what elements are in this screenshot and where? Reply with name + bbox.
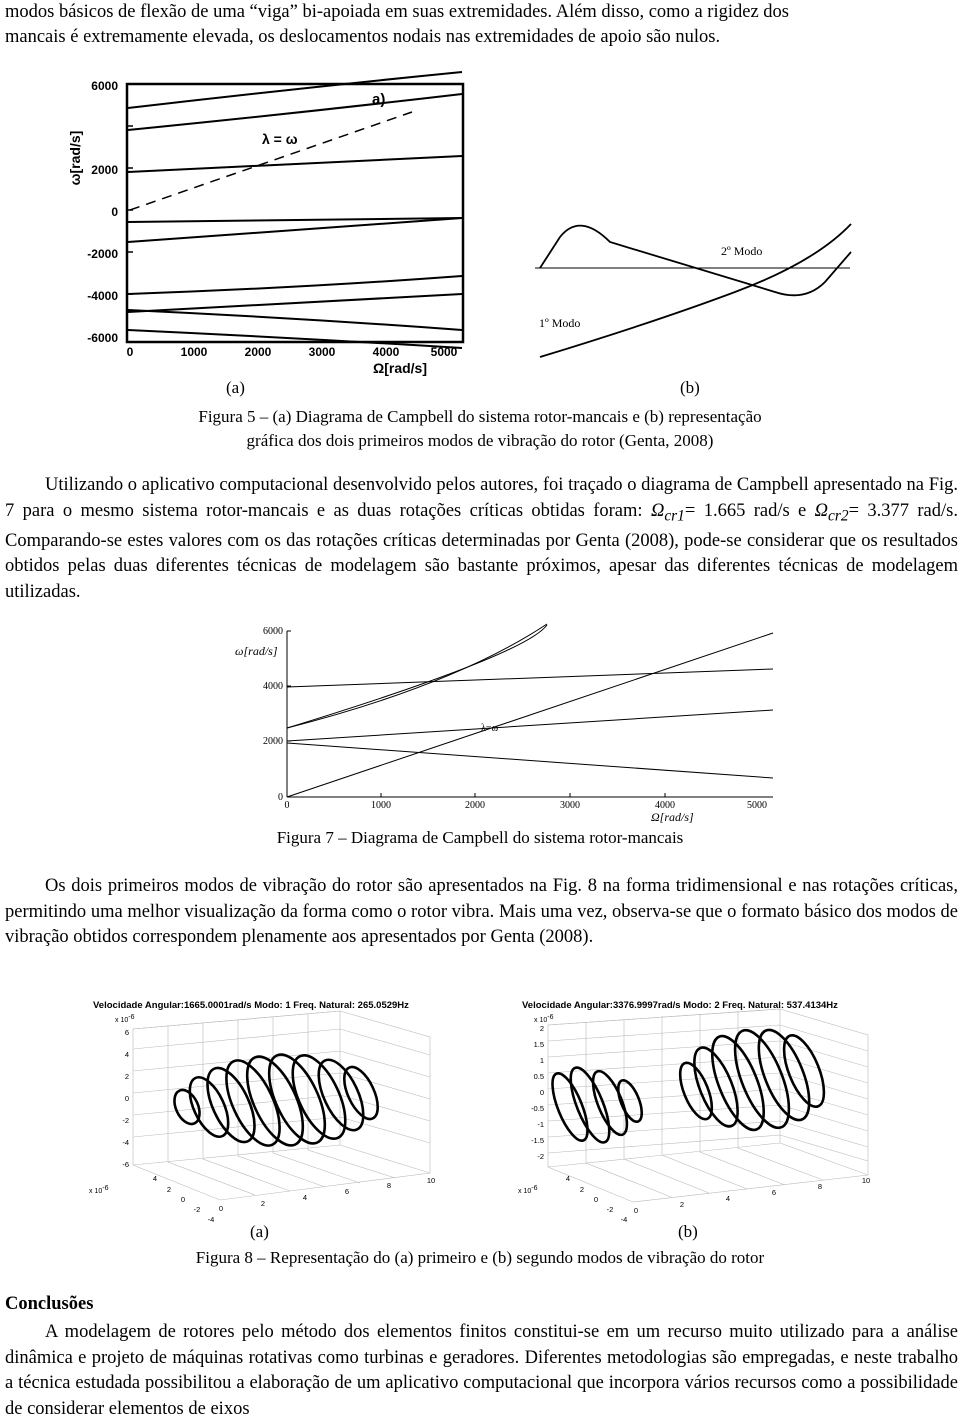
fig8a-xticks (219, 1176, 435, 1213)
fig7-ytick: 0 (278, 792, 283, 803)
fig8b-ytick: -4 (620, 1215, 628, 1224)
fig7-ytick-marks (287, 631, 665, 797)
fig5a-curve (128, 310, 462, 330)
fig8a-ztick: 2 (124, 1072, 129, 1081)
fig8a-ztick: 6 (124, 1028, 129, 1037)
fig8-caption: Figura 8 – Representação do (a) primeiro e (b) segundo modos de vibração do rotor (195, 1248, 765, 1267)
para-2-text-after: Comparando-se estes valores com os das rotações críticas determinadas por Genta (2008), pode-se considerar que os resultados obtidos pelas duas diferentes técnicas de modelagem são bastante próximos, apesar das diferentes técnicas de modelagem utilizadas. (5, 530, 958, 602)
fig7-curve (287, 625, 547, 728)
fig8b-ztick: 1 (539, 1056, 544, 1065)
fig5a-ytick: 2000 (91, 163, 118, 177)
conclusions-text: A modelagem de rotores pelo método dos elementos finitos constitui-se em um recurso muito utilizado para a análise dinâmica e projeto de máquinas rotativas como turbinas e geradores. Diferentes metodologias são empregadas, e neste trabalho a técnica estudada possibilitou a elaboração de um aplicativo computacional que incorpora vários recursos como a possibilidade de considerar elementos de eixos (5, 1322, 958, 1419)
omega-cr1-value: = 1.665 rad/s e (684, 500, 815, 521)
fig5a-xticks (127, 345, 458, 359)
fig7-curve (287, 624, 547, 728)
fig8b-ztick: 0.5 (533, 1072, 544, 1081)
fig8b-xtick: 10 (861, 1176, 871, 1185)
fig5a-ytick: -4000 (87, 289, 118, 303)
fig5a-curve (128, 156, 462, 172)
fig7-xtick: 4000 (655, 800, 675, 811)
fig5b-mode-shapes (535, 222, 875, 362)
fig8b-xtick: 2 (679, 1200, 685, 1209)
fig5a-curve (128, 276, 462, 294)
fig8a-ztick: -6 (122, 1160, 129, 1169)
fig8a-xtick: 6 (344, 1187, 350, 1196)
para-2-text-before: Utilizando o aplicativo computacional desenvolvido pelos autores, foi traçado o diagrama de Campbell apresentado na Fig. 7 para o mesmo sistema rotor-mancais e as duas rotações críticas obtidas foram: (5, 475, 958, 521)
fig8b-ztick: 0 (539, 1088, 544, 1097)
fig8a-orbits (169, 1047, 384, 1154)
fig7-xtick: 5000 (747, 800, 767, 811)
intro-line-2: mancais é extremamente elevada, os deslocamentos nodais nas extremidades de apoio são nulos. (5, 27, 721, 47)
omega-cr1-subscript: cr1 (664, 507, 685, 525)
fig8b-orbit (748, 1023, 819, 1126)
fig8b-ytick: 0 (593, 1195, 599, 1204)
fig8a-title: Velocidade Angular:1665.0001rad/s Modo: 1 Freq. Natural: 265.0529Hz (93, 1000, 409, 1011)
fig8a-ztick: 0 (124, 1094, 129, 1103)
fig8a-ytick: 2 (166, 1185, 172, 1194)
fig5a-campbell-diagram (0, 68, 470, 388)
fig5a-xtick: 1000 (180, 345, 208, 359)
fig5-sub-a: (a) (226, 378, 245, 397)
fig7-lambda-annotation: λ=ω (481, 723, 499, 734)
fig8a-grid (133, 1011, 430, 1200)
fig7-ytick: 6000 (263, 626, 283, 637)
fig8b-orbits (545, 1023, 832, 1147)
fig8b-ztick: 1.5 (533, 1040, 544, 1049)
fig8b-mode2-3d-plot (518, 995, 898, 1230)
fig7-xtick: 0 (284, 800, 290, 811)
fig8a-scale-label-bottom: x 10-6 (89, 1185, 109, 1195)
fig5a-yticks (87, 79, 118, 345)
fig7-ytick: 2000 (263, 736, 283, 747)
fig8a-ytick: -4 (207, 1215, 215, 1224)
fig5a-curves (128, 72, 462, 348)
fig5a-ylabel: ω[rad/s] (67, 130, 83, 186)
fig8a-ytick: 0 (180, 1195, 186, 1204)
fig5a-xlabel: Ω[rad/s] (372, 360, 428, 376)
fig7-ylabel: ω[rad/s] (235, 644, 278, 658)
fig8b-xticks (634, 1176, 870, 1215)
omega-cr2-subscript: cr2 (828, 507, 849, 525)
fig7-xtick: 2000 (465, 800, 485, 811)
fig5-caption-line-1: Figura 5 – (a) Diagrama de Campbell do sistema rotor-mancais e (b) representação (198, 407, 762, 426)
fig8b-xtick: 8 (817, 1182, 823, 1191)
fig8a-ytick: -2 (193, 1205, 201, 1214)
fig8a-ztick: -2 (122, 1116, 129, 1125)
fig8b-zticks (531, 1024, 544, 1161)
fig5a-ytick: -6000 (87, 331, 118, 345)
fig5a-xtick: 2000 (244, 345, 272, 359)
fig7-xtick: 1000 (371, 800, 391, 811)
fig5a-panel-label: a) (372, 91, 386, 108)
fig8a-xtick: 2 (260, 1199, 266, 1208)
fig5a-curve (128, 330, 462, 348)
fig7-xlabel: Ω[rad/s] (651, 810, 694, 824)
fig7-curves (287, 624, 773, 797)
fig8b-scale-label: x 10-6 (534, 1014, 554, 1024)
fig5b-mode2-label: 2º Modo (721, 244, 763, 258)
fig5a-ytick: 6000 (91, 79, 118, 93)
fig7-curve (287, 669, 773, 687)
fig8b-xtick: 4 (725, 1194, 731, 1203)
para-3: Os dois primeiros modos de vibração do rotor são apresentados na Fig. 8 na forma tridimensional e nas rotações críticas, permitindo uma melhor visualização da forma como o rotor vibra. Mais uma vez, observa-se que o formato básico dos modos de vibração obtidos correspondem plenamente aos apresentados por Genta (2008). (5, 876, 958, 947)
omega-cr2-value: = 3.377 rad/s. (848, 500, 958, 521)
conclusions-heading: Conclusões (5, 1294, 94, 1314)
fig8-sub-b: (b) (678, 1222, 698, 1241)
fig5-sub-b: (b) (680, 378, 700, 397)
fig5a-xtick: 4000 (372, 345, 400, 359)
fig8a-xtick: 0 (218, 1204, 224, 1213)
fig5b-mode1-label: 1º Modo (539, 316, 581, 330)
fig8b-ztick: -1 (537, 1120, 544, 1129)
fig5-caption-line-2: gráfica dos dois primeiros modos de vibração do rotor (Genta, 2008) (246, 431, 714, 450)
fig5a-ytick: -2000 (87, 247, 118, 261)
fig8b-ytick: -2 (606, 1205, 614, 1214)
fig8b-orbit (586, 1067, 634, 1139)
fig5a-curve (128, 72, 462, 108)
fig7-xticks (285, 800, 768, 811)
fig8b-xtick: 0 (633, 1206, 639, 1215)
fig5a-xtick: 3000 (308, 345, 336, 359)
fig8b-scale-label-bottom: x 10-6 (518, 1185, 538, 1195)
fig7-campbell-diagram (225, 615, 785, 830)
fig8a-xtick: 10 (426, 1176, 436, 1185)
fig8a-yticks (153, 1174, 214, 1224)
fig8b-yticks (566, 1174, 627, 1224)
fig8b-ztick: -0.5 (531, 1104, 544, 1113)
fig7-ytick: 4000 (263, 681, 283, 692)
fig8b-orbit (613, 1077, 646, 1125)
fig7-caption: Figura 7 – Diagrama de Campbell do sistema rotor-mancais (276, 828, 684, 847)
fig8a-xtick: 4 (302, 1193, 308, 1202)
fig5a-lambda-annotation: λ = ω (262, 131, 298, 147)
para-2 (5, 473, 958, 605)
fig8b-ytick: 4 (565, 1174, 571, 1183)
fig8b-ztick: 2 (539, 1024, 544, 1033)
fig8a-scale-label: x 10-6 (115, 1014, 135, 1024)
fig5a-ytick: 0 (111, 205, 118, 219)
fig5a-curve (128, 294, 462, 312)
intro-line-1: modos básicos de flexão de uma “viga” bi-apoiada em suas extremidades. Além disso, como a rigidez dos (5, 2, 789, 22)
fig8a-ztick: 4 (124, 1050, 129, 1059)
fig8b-title: Velocidade Angular:3376.9997rad/s Modo: 2 Freq. Natural: 537.4134Hz (522, 1000, 838, 1011)
fig8b-ytick: 2 (579, 1185, 585, 1194)
fig8a-ztick: -4 (122, 1138, 129, 1147)
fig5a-xtick: 0 (126, 345, 134, 359)
fig8a-ytick: 4 (152, 1174, 158, 1183)
fig8a-zticks (122, 1028, 129, 1169)
fig5b-mode1-curve (540, 224, 851, 357)
fig8a-mode1-3d-plot (85, 995, 455, 1230)
omega-cr1-symbol: Ω (650, 500, 665, 521)
fig8b-xtick: 6 (771, 1188, 777, 1197)
fig8a-xtick: 8 (386, 1181, 392, 1190)
fig5a-xtick: 5000 (430, 345, 458, 359)
fig8-sub-a: (a) (250, 1222, 269, 1241)
omega-cr2-symbol: Ω (814, 500, 829, 521)
fig7-xtick: 3000 (560, 800, 580, 811)
fig8b-ztick: -2 (537, 1152, 544, 1161)
fig8b-ztick: -1.5 (531, 1136, 544, 1145)
